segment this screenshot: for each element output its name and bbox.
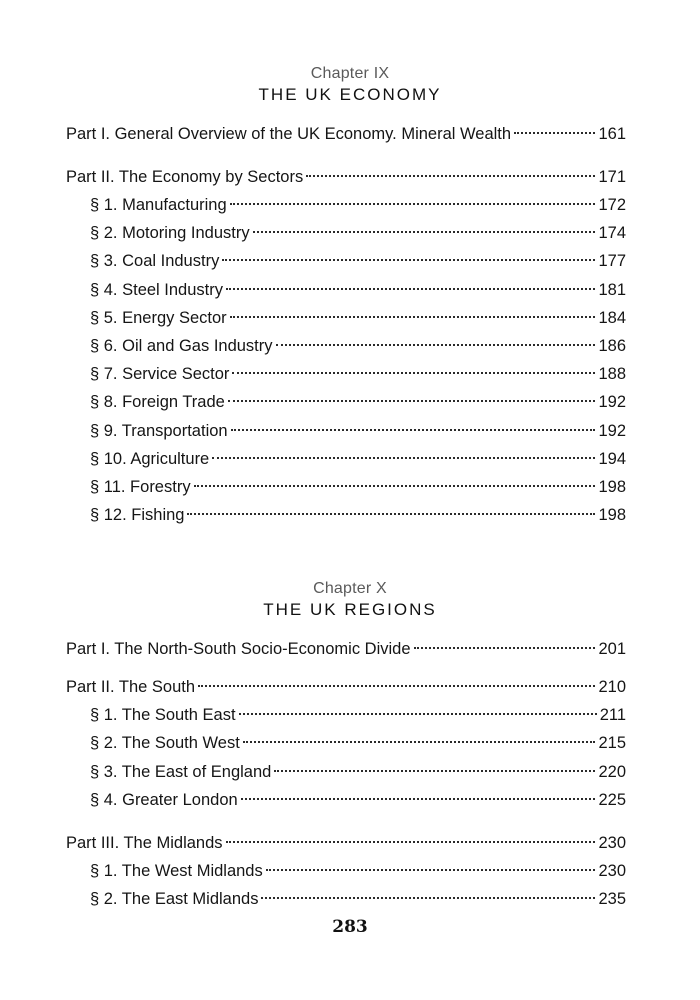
- dot-leader: [187, 513, 595, 515]
- dot-leader: [226, 288, 595, 290]
- toc-entry-title: § 10. Agriculture: [90, 450, 210, 468]
- toc-entry-page: 181: [598, 281, 626, 299]
- toc-entry-part[interactable]: [66, 166, 626, 188]
- toc-entry-title: § 3. The East of England: [90, 763, 272, 781]
- toc-entry-title: § 1. Manufacturing: [90, 196, 227, 214]
- toc-entry-title: § 4. Steel Industry: [90, 281, 223, 299]
- toc-entry-section[interactable]: [90, 420, 626, 442]
- toc-entry-title: Part I. The North-South Socio-Economic Divide: [66, 640, 411, 658]
- toc-entry-title: Part II. The South: [66, 678, 196, 696]
- toc-entry-part[interactable]: [66, 832, 626, 854]
- toc-entry-title: § 2. The South West: [90, 734, 240, 752]
- chapter-heading-ix: [0, 64, 700, 106]
- chapter-label: Chapter X: [313, 580, 387, 597]
- toc-entry-page: 215: [598, 734, 626, 752]
- chapter-title: THE UK REGIONS: [263, 600, 437, 619]
- toc-entry-page: 220: [598, 763, 626, 781]
- toc-entry-page: 230: [598, 834, 626, 852]
- toc-entry-page: 192: [598, 422, 626, 440]
- toc-entry-page: 194: [598, 450, 626, 468]
- dot-leader: [514, 132, 595, 134]
- chapter-title: THE UK ECONOMY: [258, 85, 442, 104]
- toc-entry-section[interactable]: [90, 504, 626, 526]
- dot-leader: [230, 203, 596, 205]
- dot-leader: [230, 316, 596, 318]
- toc-entry-page: 198: [598, 478, 626, 496]
- toc-entry-page: 211: [599, 706, 626, 724]
- toc-entry-page: 177: [598, 252, 626, 270]
- toc-entry-page: 174: [598, 224, 626, 242]
- toc-entry-page: 161: [598, 125, 626, 143]
- toc-entry-page: 230: [598, 862, 626, 880]
- toc-entry-title: § 2. Motoring Industry: [90, 224, 250, 242]
- dot-leader: [228, 400, 596, 402]
- toc-entry-page: 198: [598, 506, 626, 524]
- toc-entry-section[interactable]: [90, 476, 626, 498]
- toc-entry-section[interactable]: [90, 761, 626, 783]
- chapter-label: Chapter IX: [310, 65, 390, 82]
- dot-leader: [261, 897, 595, 899]
- dot-leader: [243, 741, 596, 743]
- toc-entry-title: § 1. The South East: [90, 706, 236, 724]
- dot-leader: [226, 841, 596, 843]
- toc-entry-title: § 5. Energy Sector: [90, 309, 227, 327]
- toc-entry-section[interactable]: [90, 250, 626, 272]
- chapter-heading-x: [0, 579, 700, 621]
- toc-entry-page: 225: [598, 791, 626, 809]
- toc-entry-title: § 11. Forestry: [90, 478, 191, 496]
- toc-entry-page: 235: [598, 890, 626, 908]
- dot-leader: [222, 259, 595, 261]
- toc-entry-section[interactable]: [90, 194, 626, 216]
- toc-entry-title: Part II. The Economy by Sectors: [66, 168, 304, 186]
- toc-entry-section[interactable]: [90, 888, 626, 910]
- toc-entry-section[interactable]: [90, 391, 626, 413]
- toc-entry-page: 172: [598, 196, 626, 214]
- dot-leader: [231, 429, 596, 431]
- toc-entry-title: § 2. The East Midlands: [90, 890, 259, 908]
- toc-entry-section[interactable]: [90, 363, 626, 385]
- toc-entry-title: Part III. The Midlands: [66, 834, 223, 852]
- dot-leader: [266, 869, 596, 871]
- toc-entry-section[interactable]: [90, 860, 626, 882]
- toc-entry-section[interactable]: [90, 307, 626, 329]
- dot-leader: [276, 344, 596, 346]
- dot-leader: [306, 175, 595, 177]
- toc-entry-section[interactable]: [90, 704, 626, 726]
- toc-entry-title: § 3. Coal Industry: [90, 252, 220, 270]
- toc-entry-page: 171: [598, 168, 626, 186]
- page-number: 283: [332, 917, 368, 937]
- toc-entry-page: 210: [598, 678, 626, 696]
- dot-leader: [414, 647, 596, 649]
- toc-entry-page: 186: [598, 337, 626, 355]
- toc-entry-title: § 4. Greater London: [90, 791, 238, 809]
- toc-entry-section[interactable]: [90, 279, 626, 301]
- toc-entry-page: 188: [598, 365, 626, 383]
- toc-entry-page: 192: [598, 393, 626, 411]
- toc-entry-title: Part I. General Overview of the UK Economy. Mineral Wealth: [66, 125, 512, 143]
- toc-entry-section[interactable]: [90, 222, 626, 244]
- toc-entry-title: § 6. Oil and Gas Industry: [90, 337, 273, 355]
- dot-leader: [232, 372, 595, 374]
- dot-leader: [198, 685, 595, 687]
- toc-entry-page: 201: [598, 640, 626, 658]
- toc-entry-title: § 7. Service Sector: [90, 365, 230, 383]
- dot-leader: [212, 457, 595, 459]
- toc-entry-title: § 9. Transportation: [90, 422, 228, 440]
- dot-leader: [241, 798, 596, 800]
- toc-entry-section[interactable]: [90, 732, 626, 754]
- dot-leader: [253, 231, 596, 233]
- dot-leader: [239, 713, 597, 715]
- toc-entry-title: § 1. The West Midlands: [90, 862, 263, 880]
- toc-entry-section[interactable]: [90, 448, 626, 470]
- toc-entry-part[interactable]: [66, 676, 626, 698]
- toc-entry-title: § 12. Fishing: [90, 506, 185, 524]
- toc-entry-part[interactable]: [66, 638, 626, 660]
- dot-leader: [274, 770, 595, 772]
- toc-entry-section[interactable]: [90, 789, 626, 811]
- dot-leader: [194, 485, 596, 487]
- toc-entry-part[interactable]: [66, 123, 626, 145]
- toc-entry-section[interactable]: [90, 335, 626, 357]
- toc-entry-page: 184: [598, 309, 626, 327]
- toc-entry-title: § 8. Foreign Trade: [90, 393, 225, 411]
